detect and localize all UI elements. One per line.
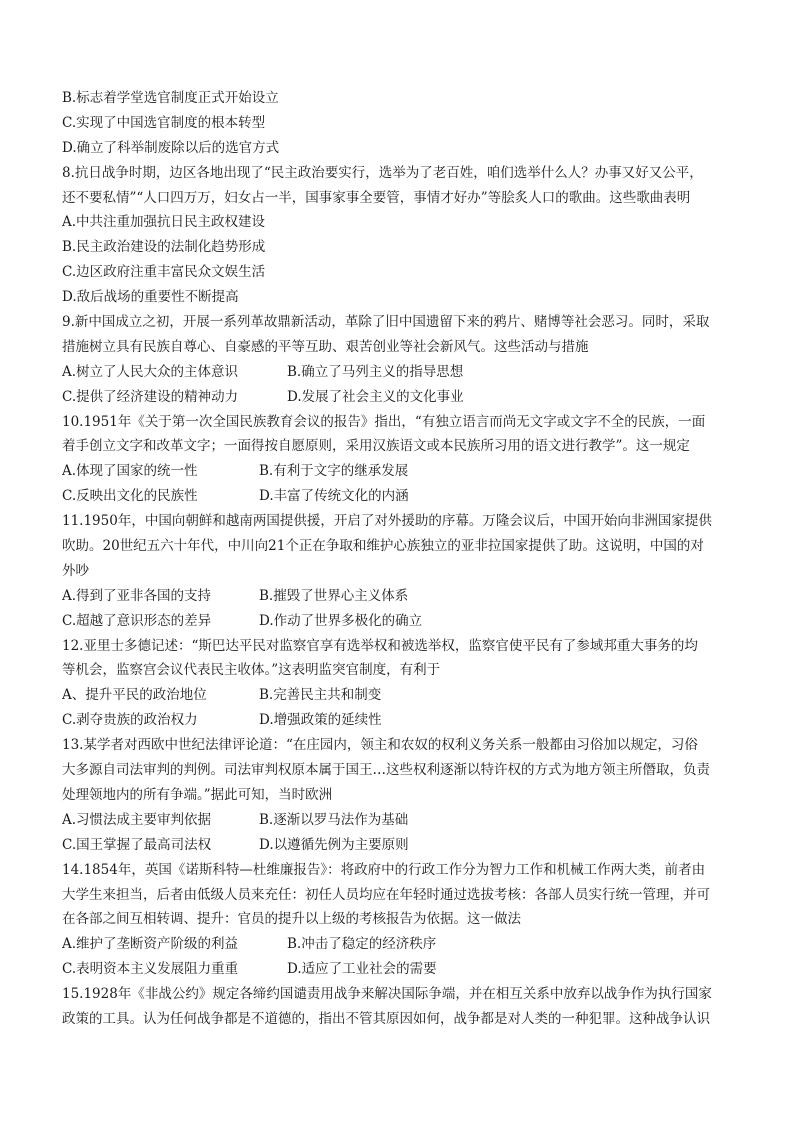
text-line: 大多源自司法审判的判例。司法审判权原本属于国王…这些权利逐渐以特许权的方式为地方领主所僭取，负责 xyxy=(62,762,710,779)
text-line: 大学生来担当，后者由低级人员来充任：初任人员均应在年轻时通过选拔考核：各部人员实行统一管理，并可 xyxy=(62,886,710,903)
option-right: B.有利于文字的继承发展 xyxy=(259,463,409,480)
option-row xyxy=(62,683,754,708)
text-line: 着手创立文字和改革文字；一面得按自愿原则，采用汉族语文或本民族所习用的语文进行教学”。这一规定 xyxy=(62,438,690,455)
option-row xyxy=(62,808,754,833)
text-line: A.中共注重加强抗日民主政权建设 xyxy=(62,214,266,231)
option-left: C.超越了意识形态的差异 xyxy=(62,612,212,629)
text-line: 吹助。20世纪五六十年代，中川向21个正在争取和维护心族独立的亚非拉国家提供了助。这说明，中国的对 xyxy=(62,538,704,555)
text-line: C.边区政府注重丰富民众文娱生活 xyxy=(62,264,266,281)
option-left: A.维护了垄断资产阶级的利益 xyxy=(62,936,239,953)
text-line: 14.1854年，英国《诺斯科特—杜维廉报告》：将政府中的行政工作分为智力工作和机械工作两大类，前者由 xyxy=(62,861,706,878)
option-right: B.冲击了稳定的经济秩序 xyxy=(287,936,437,953)
option-left: C.提供了经济建设的精神动力 xyxy=(62,388,239,405)
text-line: 还不要私情”“人口四万万，妇女占一半，国事家事全要管，事情才好办”等脍炙人口的歌曲。这些歌曲表明 xyxy=(62,189,691,206)
option-right: D.丰富了传统文化的内涵 xyxy=(259,488,409,505)
text-line: B.民主政治建设的法制化趋势形成 xyxy=(62,239,266,256)
option-row xyxy=(62,360,754,385)
option-left: C.反映出文化的民族性 xyxy=(62,488,198,505)
text-line: 9.新中国成立之初，开展一系列革故鼎新活动，革除了旧中国遗留下来的鸦片、赌博等社会恶习。同时，采取 xyxy=(62,314,710,331)
option-row xyxy=(62,708,754,733)
text-line: 15.1928年《非战公约》规定各缔约国谴责用战争来解决国际争端，并在相互关系中放弃以战争作为执行国家 xyxy=(62,986,712,1003)
option-left: C.表明资本主义发展阻力重重 xyxy=(62,961,239,978)
option-left: A、提升平民的政治地位 xyxy=(62,687,207,704)
text-line: C.实现了中国选官制度的根本转型 xyxy=(62,114,266,131)
option-left: A.树立了人民大众的主体意识 xyxy=(62,363,239,380)
text-line: 13.某学者对西欧中世纪法律评论道：“在庄园内，领主和农奴的权利义务关系一般都由习俗加以规定，习俗 xyxy=(62,737,698,754)
option-right: B.摧毁了世界心主义体系 xyxy=(259,587,409,604)
option-right: D.发展了社会主义的文化事业 xyxy=(287,388,464,405)
text-line: B.标志着学堂选官制度正式开始设立 xyxy=(62,90,279,106)
option-row xyxy=(62,385,754,410)
text-line: D.敌后战场的重要性不断提高 xyxy=(62,289,239,306)
option-right: B.确立了马列主义的指导思想 xyxy=(287,363,464,380)
option-left: A.体现了国家的统一性 xyxy=(62,463,198,480)
option-row xyxy=(62,584,754,609)
option-row xyxy=(62,484,754,509)
option-left: C.国王掌握了最高司法权 xyxy=(62,836,212,853)
option-row xyxy=(62,833,754,858)
option-row xyxy=(62,957,754,982)
text-line: 在各部之间互相转调、提升：官员的提升以上级的考核报告为依据。这一做法 xyxy=(62,911,521,928)
text-line: 政策的工具。认为任何战争都是不道德的，指出不管其原因如何，战争都是对人类的一种犯罪。这种战争认识 xyxy=(62,1010,710,1027)
option-row xyxy=(62,459,754,484)
text-line: 措施树立具有民族自尊心、自豪感的平等互助、艰苦创业等社会新风气。这些活动与措施 xyxy=(62,338,589,355)
text-line: 外吵 xyxy=(62,562,89,579)
option-left: A.得到了亚非各国的支持 xyxy=(62,587,212,604)
option-right: B.完善民主共和制变 xyxy=(259,687,382,704)
text-line: 等机会，监察宫会议代表民主收体。”这表明监突官制度，有利于 xyxy=(62,662,441,679)
text-line: 8.抗日战争时期，边区各地出现了“民主政治要实行，选举为了老百姓，咱们选举什么人？办事又好又公平， xyxy=(62,164,703,181)
text-line: 11.1950年，中国向朝鲜和越南两国提供援，开启了对外援助的序幕。万隆会议后，中国开始向非洲国家提供 xyxy=(62,513,712,530)
option-right: D.以遵循先例为主要原则 xyxy=(259,836,409,853)
option-right: D.适应了工业社会的需要 xyxy=(287,961,437,978)
option-left: A.习惯法成主要审判依据 xyxy=(62,811,212,828)
option-right: D.增强政策的延续性 xyxy=(259,712,382,729)
text-line: D.确立了科举制废除以后的选官方式 xyxy=(62,139,280,156)
option-row xyxy=(62,609,754,634)
option-right: B.逐渐以罗马法作为基础 xyxy=(259,811,409,828)
text-line: 10.1951年《关于第一次全国民族教育会议的报告》指出，“有独立语言而尚无文字或文字不全的民族，一面 xyxy=(62,413,706,430)
option-right: D.作动了世界多极化的确立 xyxy=(259,612,423,629)
option-left: C.剥夺贵族的政治权力 xyxy=(62,712,198,729)
option-row xyxy=(62,932,754,957)
text-line: 处理领地内的所有争端。”据此可知，当时欧洲 xyxy=(62,786,333,803)
text-line: 12.亚里士多德记述：“斯巴达平民对监察官享有选举权和被选举权，监察官使平民有了参域邦重大事务的均 xyxy=(62,637,698,654)
